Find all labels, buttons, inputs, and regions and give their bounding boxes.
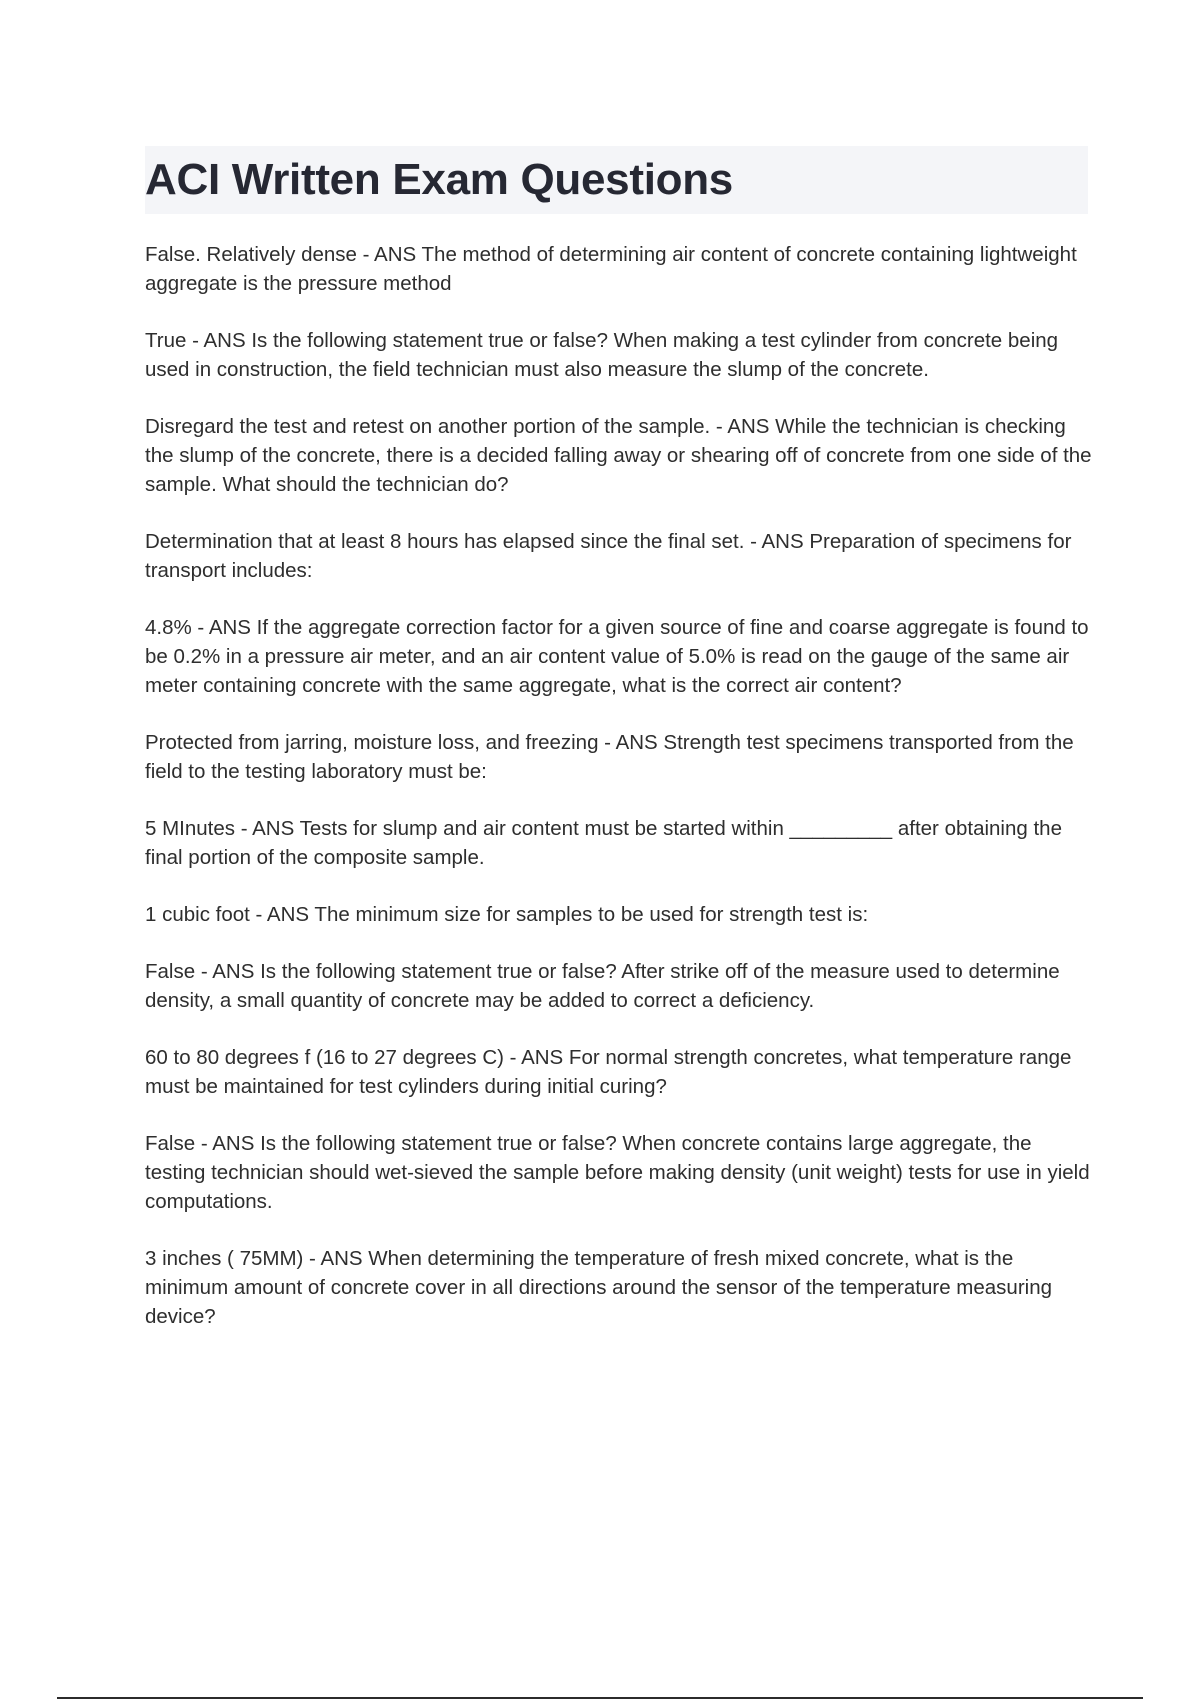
ans-separator: - ANS xyxy=(356,243,422,266)
title-banner xyxy=(145,146,1088,214)
ans-separator: - ANS xyxy=(195,1132,261,1155)
answer-text: Disregard the test and retest on another portion of the sample. xyxy=(145,415,711,438)
question-text: While the technician is checking the slump of the concrete, there is a decided falling away or shearing off of concrete from one side of the sample. What should the technician do? xyxy=(145,415,1092,496)
answer-text: Determination that at least 8 hours has elapsed since the final set. xyxy=(145,530,745,553)
question-text: Strength test specimens transported from the field to the testing laboratory must be: xyxy=(145,731,1074,783)
ans-separator: - ANS xyxy=(235,817,300,840)
answer-text: False xyxy=(145,960,196,983)
answer-text: 1 cubic foot xyxy=(145,903,250,926)
answer-text: True xyxy=(145,329,187,352)
ans-separator: - ANS xyxy=(186,329,252,352)
question-text: The minimum size for samples to be used for strength test is: xyxy=(314,903,869,926)
ans-separator: - ANS xyxy=(195,960,261,983)
question-text: Tests for slump and air content must be started within _________ after obtaining the final portion of the composite sample. xyxy=(145,817,1062,869)
answer-text: 5 MInutes xyxy=(145,817,236,840)
ans-separator: - ANS xyxy=(249,903,315,926)
question-text: Preparation of specimens for transport includes: xyxy=(145,530,1072,582)
ans-separator: - ANS xyxy=(191,616,257,639)
answer-text: Protected from jarring, moisture loss, and freezing xyxy=(145,731,599,754)
answer-text: 4.8% xyxy=(145,616,192,639)
question-text: Is the following statement true or false? When concrete contains large aggregate, the testing technician should wet-sieved the sample before making density (unit weight) tests for use in yield computations. xyxy=(145,1132,1090,1213)
ans-separator: - ANS xyxy=(303,1247,369,1270)
qa-item xyxy=(145,613,1095,700)
question-text: For normal strength concretes, what temperature range must be maintained for test cylinders during initial curing? xyxy=(145,1046,1072,1098)
qa-item xyxy=(145,900,1095,929)
question-text: When determining the temperature of fresh mixed concrete, what is the minimum amount of concrete cover in all directions around the sensor of the temperature measuring device? xyxy=(145,1247,1053,1328)
question-text: Is the following statement true or false? When making a test cylinder from concrete being used in construction, the field technician must also measure the slump of the concrete. xyxy=(145,329,1059,381)
ans-separator: - ANS xyxy=(598,731,664,754)
qa-item xyxy=(145,728,1095,786)
qa-item xyxy=(145,527,1095,585)
ans-separator: - ANS xyxy=(710,415,776,438)
qa-list xyxy=(145,240,1095,1359)
qa-item xyxy=(145,1043,1095,1101)
page-title: ACI Written Exam Questions xyxy=(145,155,733,204)
qa-item xyxy=(145,412,1095,499)
qa-item xyxy=(145,1129,1095,1216)
answer-text: False. Relatively dense xyxy=(145,243,357,266)
qa-item xyxy=(145,957,1095,1015)
question-text: If the aggregate correction factor for a given source of fine and coarse aggregate is found to be 0.2% in a pressure air meter, and an air content value of 5.0% is read on the gauge of the same air meter containing concrete with the same aggregate, what is the correct air content? xyxy=(145,616,1089,697)
answer-text: 3 inches ( 75MM) xyxy=(145,1247,304,1270)
footer-divider xyxy=(57,1697,1143,1699)
answer-text: 60 to 80 degrees f (16 to 27 degrees C) xyxy=(145,1046,504,1069)
qa-item xyxy=(145,1244,1095,1331)
answer-text: False xyxy=(145,1132,196,1155)
ans-separator: - ANS xyxy=(503,1046,569,1069)
qa-item xyxy=(145,326,1095,384)
question-text: Is the following statement true or false? After strike off of the measure used to determine density, a small quantity of concrete may be added to correct a deficiency. xyxy=(145,960,1060,1012)
ans-separator: - ANS xyxy=(744,530,810,553)
question-text: The method of determining air content of concrete containing lightweight aggregate is the pressure method xyxy=(145,243,1077,295)
qa-item xyxy=(145,240,1095,298)
qa-item xyxy=(145,814,1095,872)
